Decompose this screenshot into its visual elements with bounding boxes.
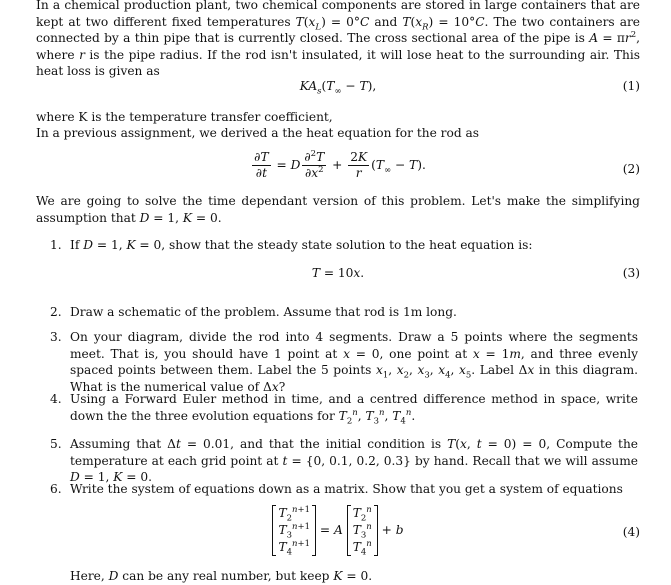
equation-2: [36, 148, 640, 188]
equation-4: [36, 505, 640, 561]
steady-state-formula: T = 10x.: [311, 266, 365, 280]
list-item: 3. On your diagram, divide the rod into 4 segments. Draw a 5 points where the segments meet. That is, you should have 1 point at x = 0, one point at x = 1m, and three evenly spaced points between them. Label the 5 points $x_1$, $x_2$, $x_3$, $x_4$, $x_5$. Label Δx in this diagram. What is the numerical value of Δx?: [50, 330, 639, 394]
matrix-next-step: $T_2^{n+1}$ $T_3^{n+1}$ $T_4^{n+1}$: [272, 505, 316, 556]
list-item: 1. If D = 1, K = 0, show that the steady state solution to the heat equation is:: [50, 237, 638, 254]
intro-paragraph: In a chemical production plant, two chemical components are stored in large containers that are kept at two different fixed temperatures $T(x_L) = 0^\circ C$ and $T(x_R) = 10^\circ C$. The two containers are connected by a thin pipe that is currently closed. The cross sectional area of the pipe is $A = \pi r^2$, where r is the pipe radius. If the rod isn't insulated, it will lose heat to the surrounding air. This heat loss is given as: [36, 0, 641, 79]
item-text: Assuming that Δt = 0.01, and that the initial condition is T(x, t = 0) = 0, Compute the temperature at each grid point at t = {0, 0.1, 0.2, 0.3} by hand. Recall that we will assume D = 1, K = 0.: [70, 437, 639, 485]
closing-note: [50, 568, 638, 585]
item-text: Write the system of equations down as a matrix. Show that you get a system of equations: [70, 482, 623, 496]
assumption-paragraph: We are going to solve the time dependant version of this problem. Let's make the simplifying assumption that D = 1, K = 0.: [36, 194, 640, 225]
list-item: 2. Draw a schematic of the problem. Assume that rod is 1m long.: [50, 304, 638, 321]
equation-3: [36, 265, 640, 295]
matrix-system: $T_2^{n+1}$ $T_3^{n+1}$ $T_4^{n+1}$ = A $T_2^n$ $T_3^n$ $T_4^n$ + b: [36, 505, 640, 556]
matrix-current-step: $T_2^n$ $T_3^n$ $T_4^n$: [347, 505, 378, 556]
heat-loss-formula: $KA_s(T_\infty - T)$,: [299, 79, 377, 97]
equation-1: [36, 78, 640, 108]
coefficient-sentence: where K is the temperature transfer coefficient,: [36, 110, 333, 124]
list-item: 6. Write the system of equations down as a matrix. Show that you get a system of equations: [50, 481, 638, 498]
heat-equation: $\frac{\partial T}{\partial t}$ = D $\frac{\partial^2T}{\partial x^2}$ + $\frac{2K}{r}$ $(T_\infty - T)$.: [254, 148, 426, 180]
item-text: On your diagram, divide the rod into 4 segments. Draw a 5 points where the segments meet. That is, you should have 1 point at x = 0, one point at x = 1m, and three evenly spaced points between them. Label the 5 points $x_1$, $x_2$, $x_3$, $x_4$, $x_5$. Label Δx in this diagram. What is the numerical value of Δx?: [70, 330, 639, 394]
list-item: 4. Using a Forward Euler method in time, and a centred difference method in space, write down the the three evolution equations for $T_2^n$, $T_3^n$, $T_4^n$.: [50, 392, 638, 427]
list-item: 5. Assuming that Δt = 0.01, and that the initial condition is T(x, t = 0) = 0, Compute the temperature at each grid point at t = {0, 0.1, 0.2, 0.3} by hand. Recall that we will assume D = 1, K = 0.: [50, 437, 639, 485]
derivation-sentence: In a previous assignment, we derived a the heat equation for the rod as: [36, 126, 480, 140]
item-text: If D = 1, K = 0, show that the steady state solution to the heat equation is:: [70, 238, 533, 252]
item-text: Here, D can be any real number, but keep K = 0.: [70, 569, 373, 583]
equation-number: (2): [622, 162, 640, 176]
equation-number: (3): [622, 266, 640, 280]
equation-number: (1): [622, 79, 640, 93]
item-text: Draw a schematic of the problem. Assume that rod is 1m long.: [70, 305, 457, 319]
equation-number: (4): [622, 525, 640, 539]
item-text: Using a Forward Euler method in time, and a centred difference method in space, write down the the three evolution equations for $T_2^n$, $T_3^n$, $T_4^n$.: [70, 392, 638, 427]
